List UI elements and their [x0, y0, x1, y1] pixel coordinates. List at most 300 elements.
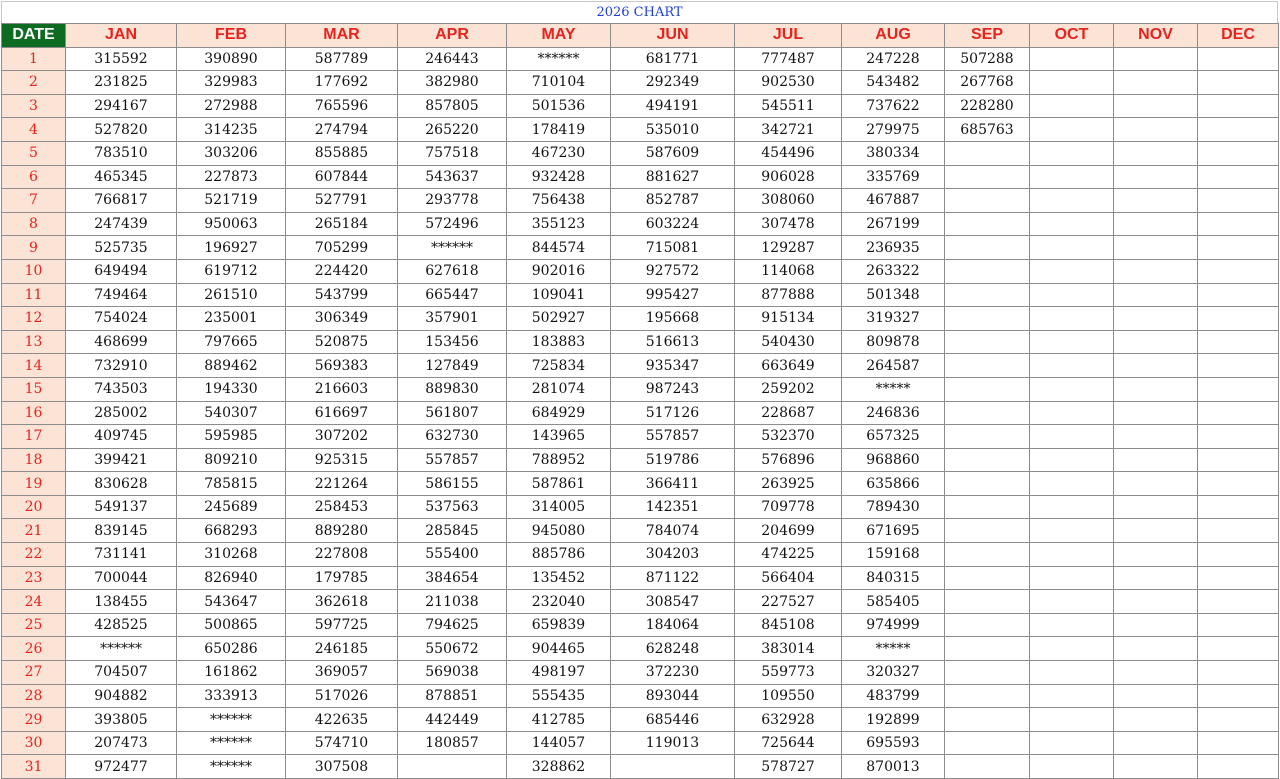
column-header-jan: JAN [66, 24, 177, 48]
value-cell: 366411 [611, 472, 735, 496]
value-cell [1114, 236, 1198, 260]
value-cell [1030, 47, 1114, 71]
value-cell [1198, 307, 1279, 331]
value-cell: 384654 [398, 566, 507, 590]
value-cell [1030, 590, 1114, 614]
column-header-dec: DEC [1198, 24, 1279, 48]
table-body [2, 47, 1279, 778]
value-cell [1030, 684, 1114, 708]
value-cell [945, 165, 1030, 189]
value-cell [945, 731, 1030, 755]
date-cell: 23 [2, 566, 66, 590]
value-cell: 333913 [177, 684, 286, 708]
value-cell [945, 448, 1030, 472]
value-cell: 725834 [507, 354, 611, 378]
value-cell: 889280 [286, 519, 398, 543]
value-cell: 757518 [398, 141, 507, 165]
value-cell [1030, 94, 1114, 118]
value-cell [1198, 637, 1279, 661]
table-row [2, 71, 1279, 95]
value-cell: 535010 [611, 118, 735, 142]
value-cell [1114, 307, 1198, 331]
value-cell: 236935 [842, 236, 945, 260]
table-row [2, 330, 1279, 354]
column-header-date: DATE [2, 24, 66, 48]
value-cell: 545511 [735, 94, 842, 118]
value-cell: 705299 [286, 236, 398, 260]
value-cell: 754024 [66, 307, 177, 331]
value-cell: 665447 [398, 283, 507, 307]
value-cell [1030, 755, 1114, 779]
value-cell: 574710 [286, 731, 398, 755]
value-cell [1114, 472, 1198, 496]
value-cell: 603224 [611, 212, 735, 236]
value-cell [1030, 661, 1114, 685]
value-cell [1198, 495, 1279, 519]
value-cell [1114, 613, 1198, 637]
value-cell: 650286 [177, 637, 286, 661]
table-row [2, 519, 1279, 543]
value-cell: 732910 [66, 354, 177, 378]
value-cell [945, 307, 1030, 331]
value-cell: 180857 [398, 731, 507, 755]
table-row [2, 661, 1279, 685]
value-cell: 517126 [611, 401, 735, 425]
value-cell: 521719 [177, 189, 286, 213]
value-cell: 109550 [735, 684, 842, 708]
value-cell: 224420 [286, 259, 398, 283]
value-cell [1198, 236, 1279, 260]
value-cell: 507288 [945, 47, 1030, 71]
value-cell: 498197 [507, 661, 611, 685]
value-cell [1030, 401, 1114, 425]
value-cell: 285845 [398, 519, 507, 543]
value-cell [1114, 354, 1198, 378]
column-header-feb: FEB [177, 24, 286, 48]
value-cell [945, 472, 1030, 496]
value-cell: 671695 [842, 519, 945, 543]
table-row [2, 401, 1279, 425]
value-cell: 844574 [507, 236, 611, 260]
value-cell [1114, 259, 1198, 283]
table-row [2, 590, 1279, 614]
value-cell: 550672 [398, 637, 507, 661]
value-cell [1030, 519, 1114, 543]
value-cell: 304203 [611, 543, 735, 567]
value-cell: 227527 [735, 590, 842, 614]
value-cell: 915134 [735, 307, 842, 331]
value-cell: 881627 [611, 165, 735, 189]
value-cell: 585405 [842, 590, 945, 614]
column-header-apr: APR [398, 24, 507, 48]
value-cell [1030, 165, 1114, 189]
value-cell: 695593 [842, 731, 945, 755]
value-cell: 543482 [842, 71, 945, 95]
value-cell: 715081 [611, 236, 735, 260]
value-cell: 788952 [507, 448, 611, 472]
value-cell: 303206 [177, 141, 286, 165]
value-cell: 232040 [507, 590, 611, 614]
value-cell: 267768 [945, 71, 1030, 95]
value-cell: 543637 [398, 165, 507, 189]
table-row [2, 448, 1279, 472]
value-cell [1030, 731, 1114, 755]
value-cell: 292349 [611, 71, 735, 95]
value-cell [1198, 165, 1279, 189]
table-row [2, 47, 1279, 71]
value-cell: 362618 [286, 590, 398, 614]
value-cell: 246185 [286, 637, 398, 661]
value-cell: 184064 [611, 613, 735, 637]
value-cell: 710104 [507, 71, 611, 95]
value-cell: 519786 [611, 448, 735, 472]
value-cell: 704507 [66, 661, 177, 685]
column-header-mar: MAR [286, 24, 398, 48]
column-header-jul: JUL [735, 24, 842, 48]
value-cell [1198, 425, 1279, 449]
value-cell [945, 637, 1030, 661]
value-cell [1198, 661, 1279, 685]
value-cell [945, 236, 1030, 260]
value-cell: 809878 [842, 330, 945, 354]
value-cell: 540307 [177, 401, 286, 425]
table-row [2, 377, 1279, 401]
value-cell: 422635 [286, 708, 398, 732]
value-cell [1198, 118, 1279, 142]
value-cell: 783510 [66, 141, 177, 165]
value-cell: ****** [177, 731, 286, 755]
value-cell: 315592 [66, 47, 177, 71]
value-cell: 467887 [842, 189, 945, 213]
value-cell: 307478 [735, 212, 842, 236]
value-cell [1030, 448, 1114, 472]
date-cell: 12 [2, 307, 66, 331]
value-cell: 161862 [177, 661, 286, 685]
table-row [2, 543, 1279, 567]
date-cell: 1 [2, 47, 66, 71]
value-cell [1198, 212, 1279, 236]
value-cell: ***** [842, 377, 945, 401]
value-cell [1114, 425, 1198, 449]
value-cell: 194330 [177, 377, 286, 401]
value-cell: 382980 [398, 71, 507, 95]
value-cell: 159168 [842, 543, 945, 567]
value-cell: 902016 [507, 259, 611, 283]
value-cell [1030, 543, 1114, 567]
table-row [2, 425, 1279, 449]
value-cell [1114, 212, 1198, 236]
value-cell: 700044 [66, 566, 177, 590]
value-cell [1030, 472, 1114, 496]
value-cell: 789430 [842, 495, 945, 519]
value-cell [1114, 94, 1198, 118]
value-cell [1030, 637, 1114, 661]
value-cell: 109041 [507, 283, 611, 307]
column-header-may: MAY [507, 24, 611, 48]
value-cell: 525735 [66, 236, 177, 260]
value-cell: 974999 [842, 613, 945, 637]
value-cell: 627618 [398, 259, 507, 283]
value-cell [1198, 543, 1279, 567]
value-cell [945, 543, 1030, 567]
date-cell: 11 [2, 283, 66, 307]
value-cell: 192899 [842, 708, 945, 732]
value-cell [1030, 613, 1114, 637]
value-cell [945, 684, 1030, 708]
value-cell [1030, 118, 1114, 142]
value-cell [1030, 330, 1114, 354]
value-cell [1114, 165, 1198, 189]
value-cell: 264587 [842, 354, 945, 378]
value-cell: 355123 [507, 212, 611, 236]
value-cell: 329983 [177, 71, 286, 95]
value-cell: 765596 [286, 94, 398, 118]
value-cell: 532370 [735, 425, 842, 449]
value-cell: 972477 [66, 755, 177, 779]
value-cell [945, 283, 1030, 307]
value-cell: 501536 [507, 94, 611, 118]
value-cell: 246836 [842, 401, 945, 425]
value-cell: 314235 [177, 118, 286, 142]
date-cell: 22 [2, 543, 66, 567]
date-cell: 14 [2, 354, 66, 378]
value-cell: 412785 [507, 708, 611, 732]
table-row [2, 94, 1279, 118]
value-cell: 595985 [177, 425, 286, 449]
value-cell: 516613 [611, 330, 735, 354]
value-cell: 561807 [398, 401, 507, 425]
value-cell: 228687 [735, 401, 842, 425]
value-cell [945, 377, 1030, 401]
value-cell: 935347 [611, 354, 735, 378]
value-cell: 927572 [611, 259, 735, 283]
value-cell: 144057 [507, 731, 611, 755]
value-cell: 657325 [842, 425, 945, 449]
value-cell [1114, 566, 1198, 590]
value-cell [1030, 283, 1114, 307]
value-cell: 785815 [177, 472, 286, 496]
value-cell [1198, 354, 1279, 378]
value-cell: 826940 [177, 566, 286, 590]
value-cell: 153456 [398, 330, 507, 354]
date-cell: 18 [2, 448, 66, 472]
table-row [2, 731, 1279, 755]
value-cell [1114, 519, 1198, 543]
value-cell: 428525 [66, 613, 177, 637]
value-cell: 114068 [735, 259, 842, 283]
value-cell: 784074 [611, 519, 735, 543]
value-cell: 797665 [177, 330, 286, 354]
value-cell: 731141 [66, 543, 177, 567]
date-cell: 24 [2, 590, 66, 614]
value-cell [1198, 590, 1279, 614]
value-cell [1198, 259, 1279, 283]
value-cell [1114, 71, 1198, 95]
value-cell: 878851 [398, 684, 507, 708]
date-cell: 2 [2, 71, 66, 95]
value-cell [1030, 566, 1114, 590]
value-cell: 465345 [66, 165, 177, 189]
value-cell: 308547 [611, 590, 735, 614]
date-cell: 6 [2, 165, 66, 189]
value-cell [945, 755, 1030, 779]
value-cell [1198, 71, 1279, 95]
value-cell: 409745 [66, 425, 177, 449]
value-cell [1198, 330, 1279, 354]
value-cell: 520875 [286, 330, 398, 354]
value-cell [1114, 543, 1198, 567]
value-cell [1030, 307, 1114, 331]
value-cell [945, 141, 1030, 165]
value-cell [1114, 118, 1198, 142]
value-cell: 587609 [611, 141, 735, 165]
value-cell: 668293 [177, 519, 286, 543]
table-row [2, 212, 1279, 236]
value-cell: 725644 [735, 731, 842, 755]
date-cell: 26 [2, 637, 66, 661]
value-cell: 454496 [735, 141, 842, 165]
value-cell: 632928 [735, 708, 842, 732]
table-row [2, 189, 1279, 213]
value-cell [1114, 448, 1198, 472]
value-cell: 945080 [507, 519, 611, 543]
date-cell: 31 [2, 755, 66, 779]
value-cell: 265220 [398, 118, 507, 142]
value-cell [1114, 495, 1198, 519]
value-cell: 293778 [398, 189, 507, 213]
value-cell: 586155 [398, 472, 507, 496]
value-cell: 543799 [286, 283, 398, 307]
value-cell: 766817 [66, 189, 177, 213]
value-cell: 995427 [611, 283, 735, 307]
value-cell: 258453 [286, 495, 398, 519]
value-cell: 177692 [286, 71, 398, 95]
value-cell: 138455 [66, 590, 177, 614]
value-cell: 540430 [735, 330, 842, 354]
value-cell: ****** [398, 236, 507, 260]
value-cell: 902530 [735, 71, 842, 95]
value-cell: 265184 [286, 212, 398, 236]
date-cell: 16 [2, 401, 66, 425]
value-cell: 127849 [398, 354, 507, 378]
column-header-oct: OCT [1030, 24, 1114, 48]
value-cell: 235001 [177, 307, 286, 331]
value-cell: ****** [507, 47, 611, 71]
value-cell: 216603 [286, 377, 398, 401]
value-cell: 906028 [735, 165, 842, 189]
value-cell [1198, 566, 1279, 590]
value-cell: 619712 [177, 259, 286, 283]
date-cell: 3 [2, 94, 66, 118]
value-cell: 904465 [507, 637, 611, 661]
value-cell: 129287 [735, 236, 842, 260]
value-cell: 196927 [177, 236, 286, 260]
value-cell: 306349 [286, 307, 398, 331]
value-cell: 555435 [507, 684, 611, 708]
value-cell: 357901 [398, 307, 507, 331]
value-cell: 228280 [945, 94, 1030, 118]
value-cell [945, 708, 1030, 732]
value-cell: 247439 [66, 212, 177, 236]
value-cell: 247228 [842, 47, 945, 71]
value-cell: 681771 [611, 47, 735, 71]
value-cell: 142351 [611, 495, 735, 519]
value-cell: 628248 [611, 637, 735, 661]
column-header-jun: JUN [611, 24, 735, 48]
value-cell: 285002 [66, 401, 177, 425]
value-cell: 314005 [507, 495, 611, 519]
value-cell [1114, 755, 1198, 779]
table-row [2, 307, 1279, 331]
value-cell: 178419 [507, 118, 611, 142]
value-cell [945, 519, 1030, 543]
value-cell: 925315 [286, 448, 398, 472]
value-cell: 335769 [842, 165, 945, 189]
value-cell [945, 495, 1030, 519]
value-cell: 663649 [735, 354, 842, 378]
value-cell [1114, 661, 1198, 685]
table-row [2, 354, 1279, 378]
value-cell: 840315 [842, 566, 945, 590]
value-cell: 566404 [735, 566, 842, 590]
value-cell: 501348 [842, 283, 945, 307]
value-cell [945, 566, 1030, 590]
value-cell [1030, 71, 1114, 95]
value-cell: 261510 [177, 283, 286, 307]
value-cell: 211038 [398, 590, 507, 614]
date-cell: 7 [2, 189, 66, 213]
value-cell: 390890 [177, 47, 286, 71]
value-cell [1198, 472, 1279, 496]
value-cell: 279975 [842, 118, 945, 142]
value-cell: ***** [842, 637, 945, 661]
value-cell: ****** [66, 637, 177, 661]
value-cell [945, 401, 1030, 425]
value-cell [398, 755, 507, 779]
value-cell: 987243 [611, 377, 735, 401]
value-cell [945, 661, 1030, 685]
value-cell: 578727 [735, 755, 842, 779]
value-cell [1198, 377, 1279, 401]
value-cell: 328862 [507, 755, 611, 779]
value-cell: 557857 [398, 448, 507, 472]
value-cell: 632730 [398, 425, 507, 449]
value-cell: 557857 [611, 425, 735, 449]
page-title: 2026 CHART [1, 1, 1278, 23]
value-cell: 871122 [611, 566, 735, 590]
value-cell [945, 212, 1030, 236]
value-cell [1114, 47, 1198, 71]
value-cell: 904882 [66, 684, 177, 708]
date-cell: 4 [2, 118, 66, 142]
value-cell: 263925 [735, 472, 842, 496]
value-cell [1114, 377, 1198, 401]
date-cell: 28 [2, 684, 66, 708]
value-cell: 569038 [398, 661, 507, 685]
value-cell: 857805 [398, 94, 507, 118]
date-cell: 30 [2, 731, 66, 755]
chart-container [1, 1, 1278, 779]
value-cell [1198, 47, 1279, 71]
date-cell: 8 [2, 212, 66, 236]
table-row [2, 118, 1279, 142]
value-cell: 502927 [507, 307, 611, 331]
table-row [2, 755, 1279, 779]
value-cell: 259202 [735, 377, 842, 401]
value-cell [1030, 377, 1114, 401]
value-cell: 307202 [286, 425, 398, 449]
value-cell: 569383 [286, 354, 398, 378]
